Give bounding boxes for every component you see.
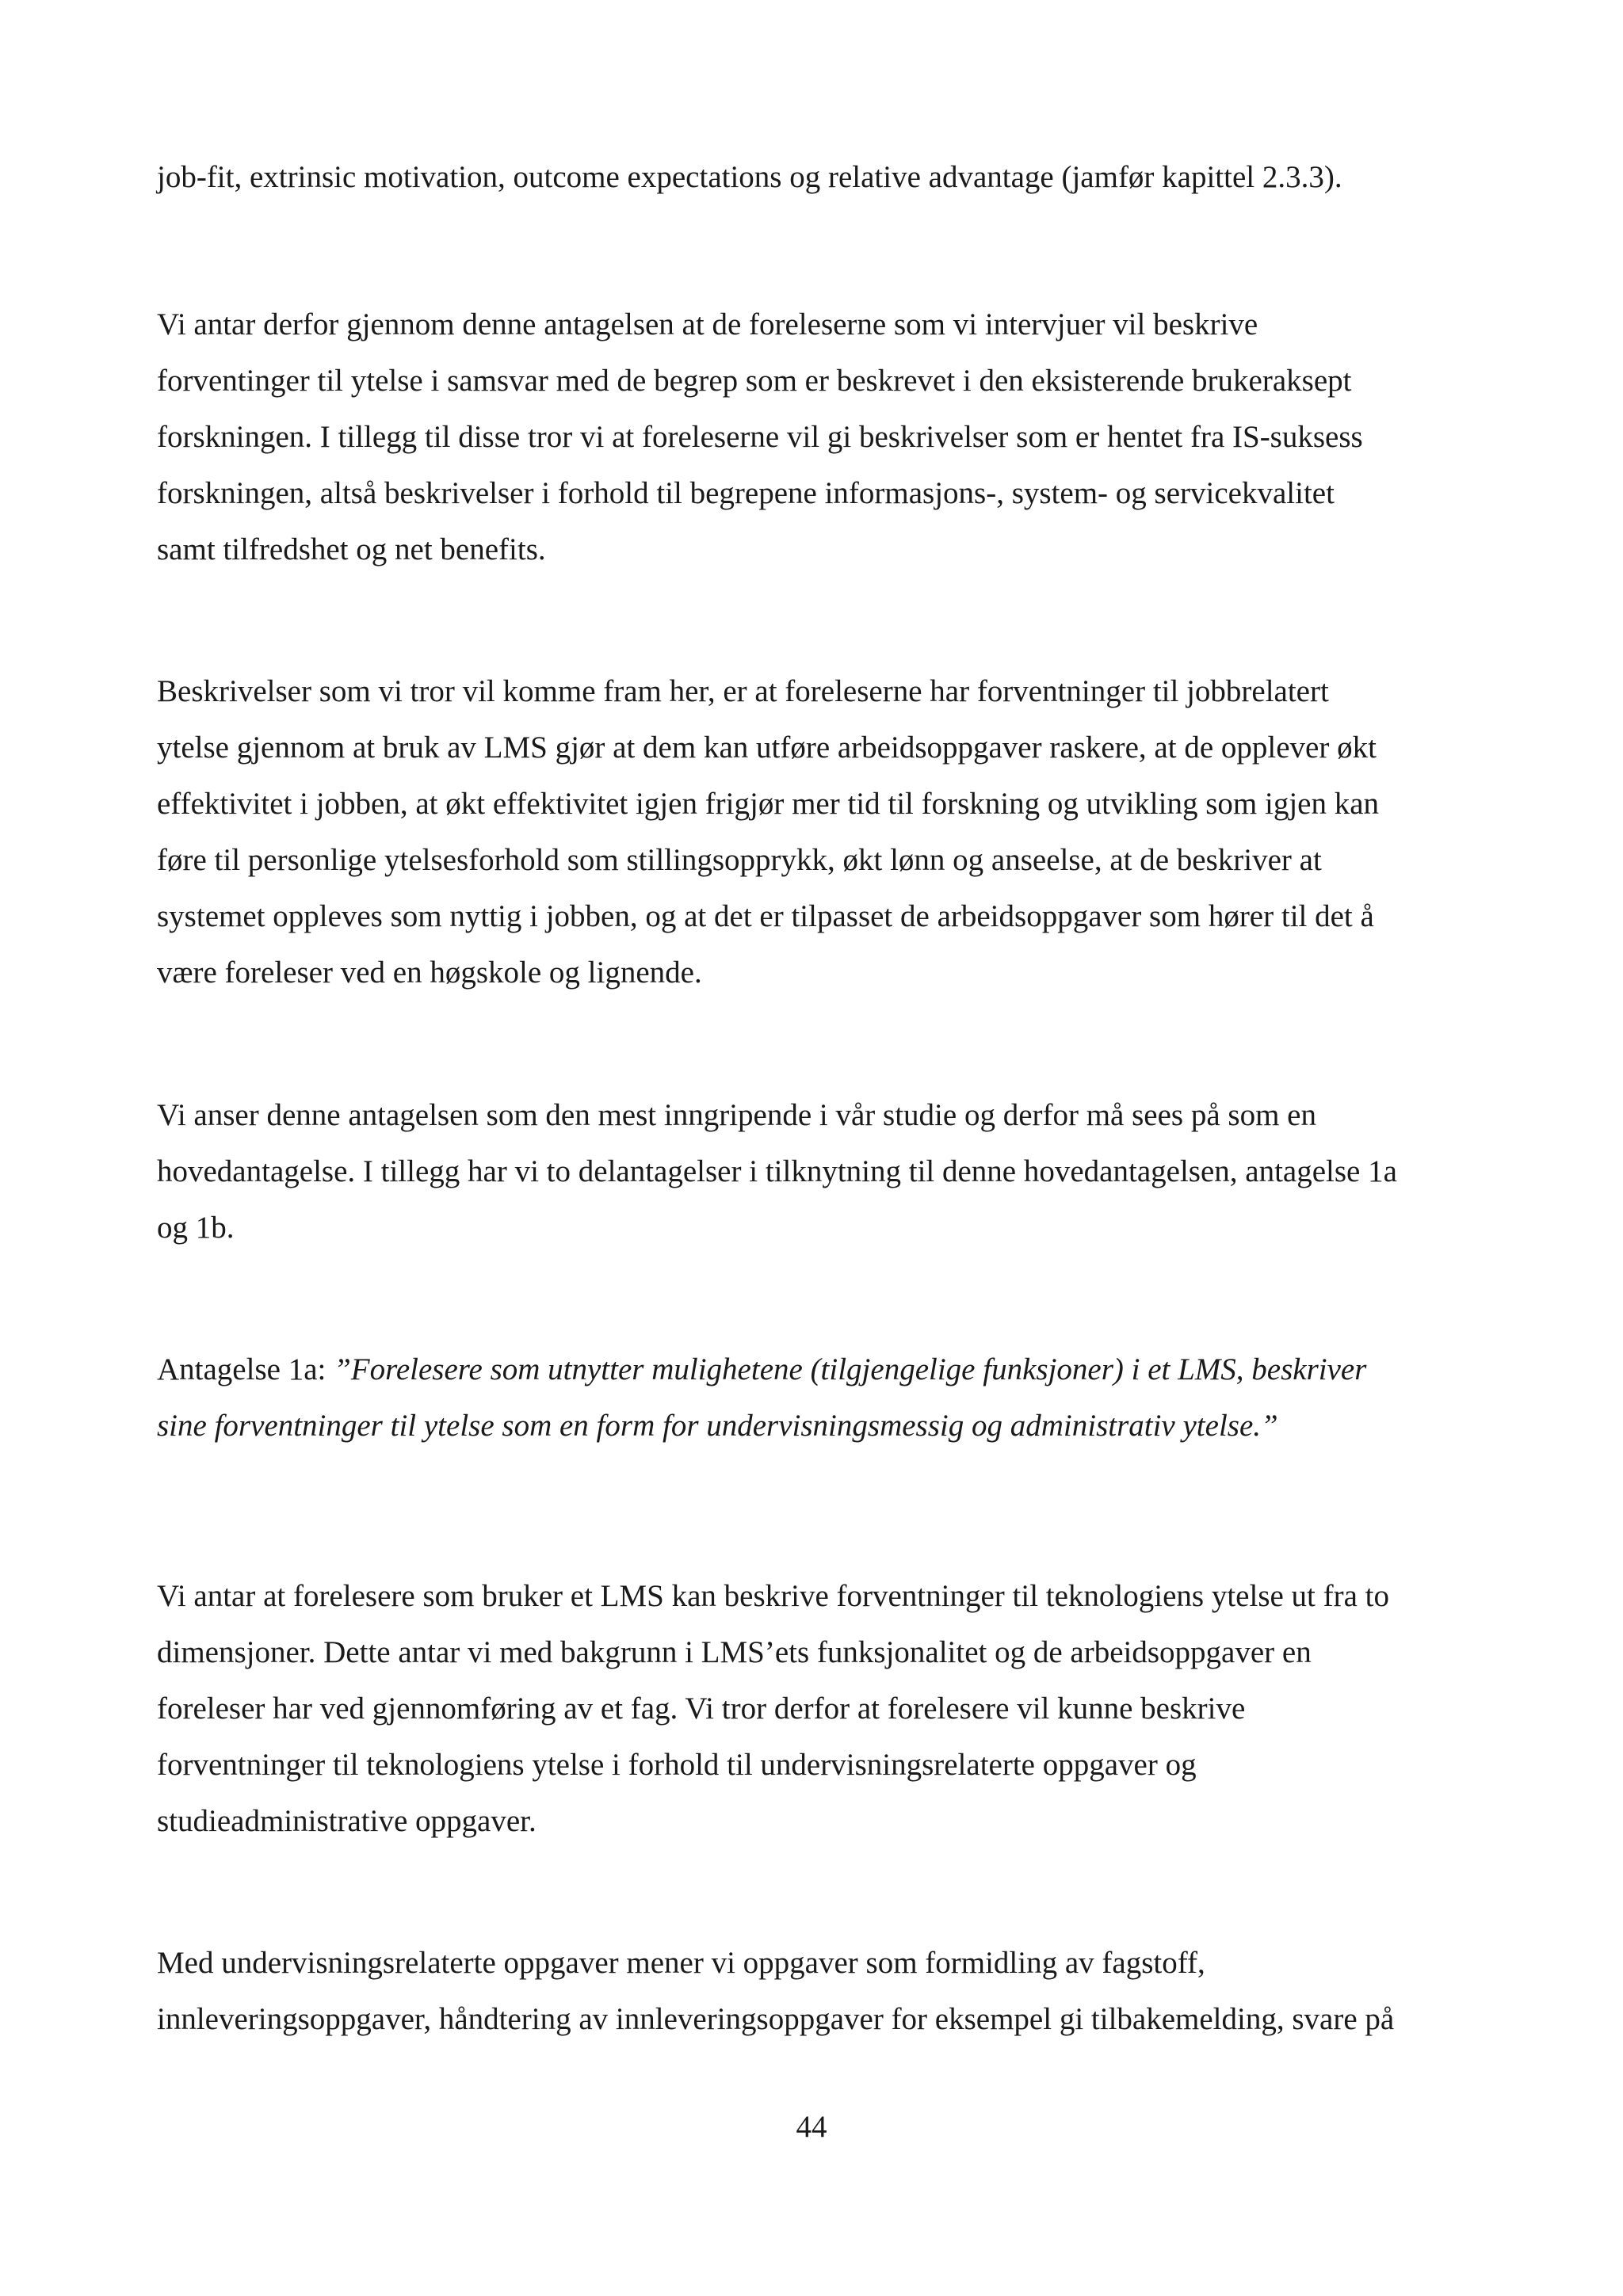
paragraph-line: samt tilfredshet og net benefits. (157, 532, 546, 566)
paragraph-line: forskningen. I tillegg til disse tror vi at foreleserne vil gi beskrivelser som er hentet fra IS-suksess (157, 420, 1363, 454)
paragraph-3 (157, 663, 1488, 1001)
hypothesis-1a (157, 1341, 1488, 1454)
paragraph-line: Vi antar at forelesere som bruker et LMS kan beskrive forventninger til teknologiens ytelse ut fra to (157, 1579, 1390, 1613)
paragraph-line: forskningen, altså beskrivelser i forhold til begrepene informasjons-, system- og servicekvalitet (157, 476, 1335, 510)
paragraph-line: Beskrivelser som vi tror vil komme fram her, er at foreleserne har forventninger til jobbrelatert (157, 674, 1329, 708)
hypothesis-label: Antagelse 1a: (157, 1352, 334, 1386)
paragraph-6 (157, 1568, 1488, 1849)
paragraph-1 (157, 149, 1488, 205)
paragraph-line: systemet oppleves som nyttig i jobben, og at det er tilpasset de arbeidsoppgaver som hører til det å (157, 899, 1374, 933)
paragraph-4 (157, 1087, 1488, 1256)
hypothesis-quote: sine forventninger til ytelse som en form for undervisningsmessig og administrativ ytelse.” (157, 1409, 1278, 1443)
paragraph-line: føre til personlige ytelsesforhold som stillingsopprykk, økt lønn og anseelse, at de beskriver at (157, 843, 1322, 877)
paragraph-line: job-fit, extrinsic motivation, outcome expectations og relative advantage (jamfør kapittel 2.3.3). (157, 160, 1342, 194)
paragraph-line: og 1b. (157, 1211, 235, 1245)
paragraph-line: dimensjoner. Dette antar vi med bakgrunn i LMS’ets funksjonalitet og de arbeidsoppgaver en (157, 1635, 1312, 1669)
paragraph-line: være foreleser ved en høgskole og lignende. (157, 955, 702, 990)
paragraph-line: hovedantagelse. I tillegg har vi to delantagelser i tilknytning til denne hovedantagelsen, antagelse 1a (157, 1154, 1397, 1188)
paragraph-line: Vi anser denne antagelsen som den mest inngripende i vår studie og derfor må sees på som en (157, 1098, 1316, 1132)
paragraph-line: ytelse gjennom at bruk av LMS gjør at dem kan utføre arbeidsoppgaver raskere, at de opplever økt (157, 730, 1377, 765)
page-number: 44 (796, 2110, 827, 2144)
paragraph-line: effektivitet i jobben, at økt effektivitet igjen frigjør mer tid til forskning og utvikling som igjen kan (157, 787, 1380, 821)
hypothesis-line (157, 1341, 1488, 1398)
hypothesis-quote: ”Forelesere som utnytter mulighetene (tilgjengelige funksjoner) i et LMS, beskriver (334, 1352, 1367, 1386)
paragraph-line: innleveringsoppgaver, håndtering av innleveringsoppgaver for eksempel gi tilbakemelding, svare på (157, 2002, 1395, 2036)
paragraph-line: Vi antar derfor gjennom denne antagelsen at de foreleserne som vi intervjuer vil beskrive (157, 307, 1258, 341)
paragraph-line: studieadministrative oppgaver. (157, 1804, 537, 1838)
paragraph-line: Med undervisningsrelaterte oppgaver mener vi oppgaver som formidling av fagstoff, (157, 1946, 1205, 1980)
paragraph-7 (157, 1935, 1488, 2047)
paragraph-line: forventninger til teknologiens ytelse i forhold til undervisningsrelaterte oppgaver og (157, 1748, 1197, 1782)
paragraph-2 (157, 296, 1488, 578)
paragraph-line: foreleser har ved gjennomføring av et fag. Vi tror derfor at forelesere vil kunne beskrive (157, 1691, 1246, 1726)
paragraph-line: forventinger til ytelse i samsvar med de begrep som er beskrevet i den eksisterende brukeraksept (157, 364, 1352, 398)
